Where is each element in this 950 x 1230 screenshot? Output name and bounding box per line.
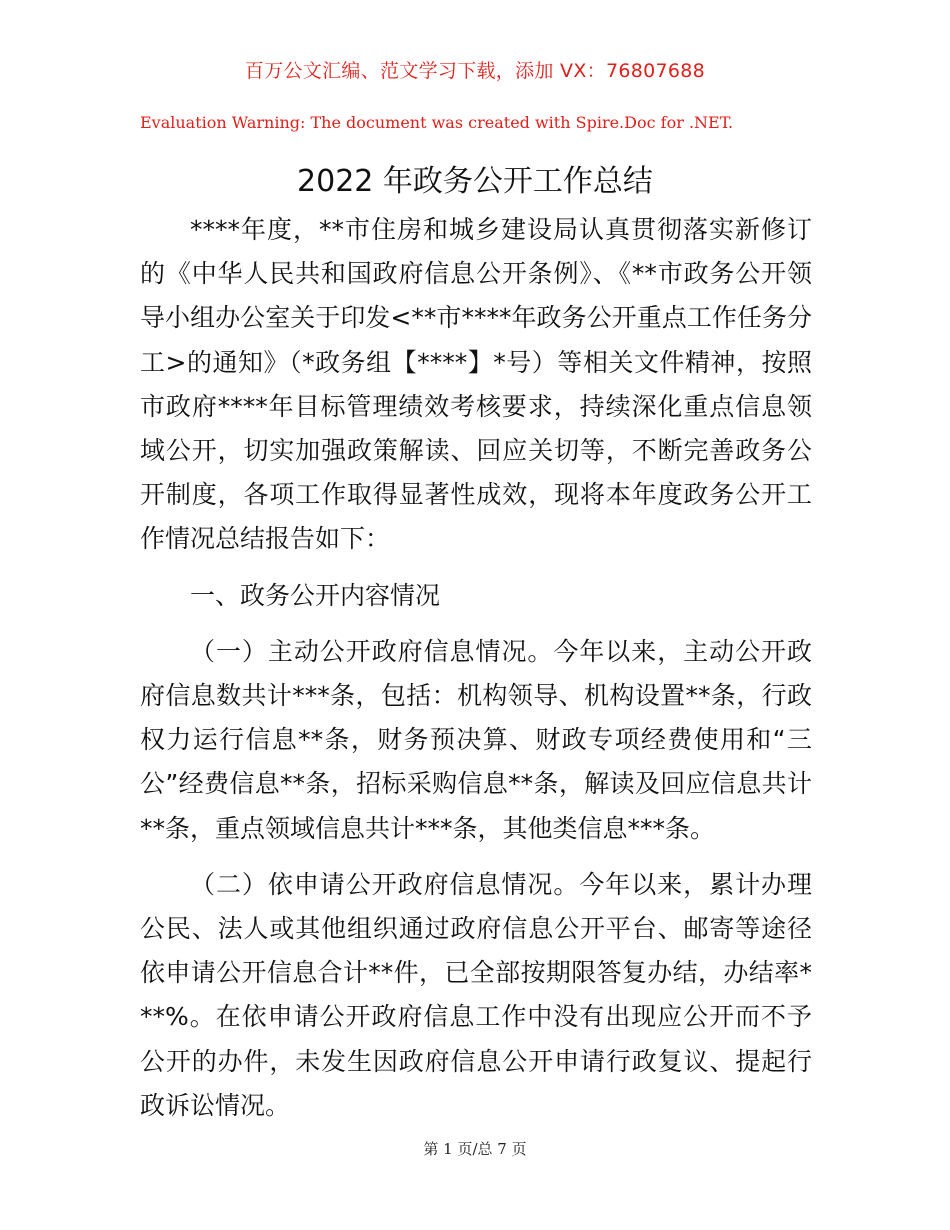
page-indicator: 第 1 页/总 7 页 [423, 1140, 527, 1158]
promo-banner: 百万公文汇编、范文学习下载，添加 VX：76807688 [244, 60, 706, 82]
document-title: 2022 年政务公开工作总结 [297, 164, 653, 199]
intro-paragraph: ****年度，**市住房和城乡建设局认真贯彻落实新修订的《中华人民共和国政府信息公开条例》、《**市政务公开领导小组办公室关于印发<**市****年政务公开重点工作任务分工>的通知》（*政务组【****】*号）等相关文件精神，按照市政府****年目标管理绩效考核要求，持续深化重点信息领域公开，切实加强政策解读、回应关切等，不断完善政务公开制度，各项工作取得显著性成效，现将本年度政务公开工作情况总结报告如下： [140, 215, 812, 554]
document-body [140, 208, 812, 1128]
evaluation-warning: Evaluation Warning: The document was created with Spire.Doc for .NET. [140, 113, 734, 132]
subsection-paragraph-1: （一）主动公开政府信息情况。今年以来，主动公开政府信息数共计***条，包括：机构领导、机构设置**条，行政权力运行信息**条，财务预决算、财政专项经费使用和“三公”经费信息**条，招标采购信息**条，解读及回应信息共计**条，重点领域信息共计***条，其他类信息***条。 [140, 636, 812, 843]
section-heading: 一、政务公开内容情况 [190, 580, 441, 610]
subsection-paragraph-2: （二）依申请公开政府信息情况。今年以来，累计办理公民、法人或其他组织通过政府信息公开平台、邮寄等途径依申请公开信息合计**件，已全部按期限答复办结，办结率***%。在依申请公开政府信息工作中没有出现应公开而不予公开的办件，未发生因政府信息公开申请行政复议、提起行政诉讼情况。 [140, 869, 812, 1120]
